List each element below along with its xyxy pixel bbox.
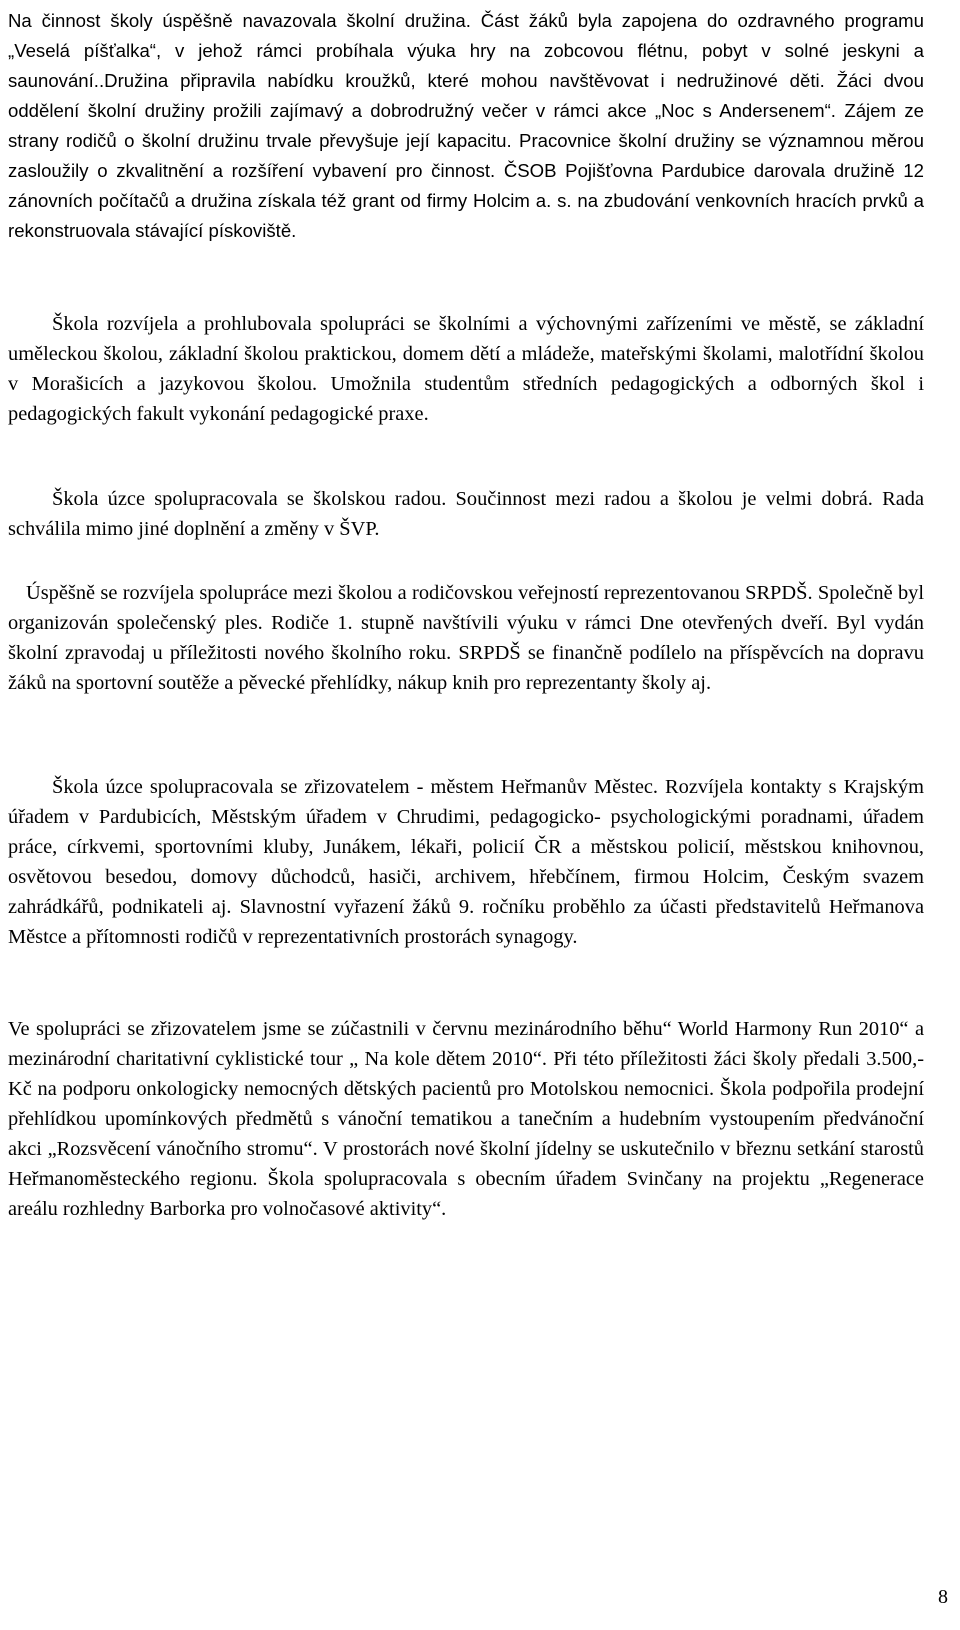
paragraph-charity-events: Ve spolupráci se zřizovatelem jsme se zúčastnili v červnu mezinárodního běhu“ World Harmony Run 2010“ a mezinárodní charitativní cyklistické tour „ Na kole dětem 2010“. Při této příležitosti žáci školy předali 3.500,- Kč na podporu onkologicky nemocných dětských pacientů pro Motolskou nemocnici. Škola podpořila prodejní přehlídkou upomínkových předmětů s vánoční tematikou a tanečním a hudebním vystoupením předvánoční akci „Rozsvěcení vánočního stromu“. V prostorách nové školní jídelny se uskutečnilo v březnu setkání starostů Heřmanoměsteckého regionu. Škola spolupracovala s obecním úřadem Svinčany na projektu „Regenerace areálu rozhledny Barborka pro volnočasové aktivity“. xyxy=(8,1018,924,1220)
page-number: 8 xyxy=(938,1586,948,1608)
paragraph-school-council: Škola úzce spolupracovala se školskou radou. Součinnost mezi radou a školou je velmi dobrá. Rada schválila mimo jiné doplnění a změny v ŠVP. xyxy=(8,488,924,540)
paragraph-school-club: Na činnost školy úspěšně navazovala školní družina. Část žáků byla zapojena do ozdravného programu „Veselá píšťalka“, v jehož rámci probíhala výuka hry na zobcovou flétnu, pobyt v solné jeskyni a saunování..Družina připravila nabídku kroužků, které mohou navštěvovat i nedružinové děti. Žáci dvou oddělení školní družiny prožili zajímavý a dobrodružný večer v rámci akce „Noc s Andersenem“. Zájem ze strany rodičů o školní družinu trvale převyšuje její kapacitu. Pracovnice školní družiny se významnou měrou zasloužily o zkvalitnění a rozšíření vybavení pro činnost. ČSOB Pojišťovna Pardubice darovala družině 12 zánovních počítačů a družina získala též grant od firmy Holcim a. s. na zbudování venkovních hracích prvků a rekonstruovala stávající pískoviště. xyxy=(8,10,924,241)
paragraph-founder-contacts: Škola úzce spolupracovala se zřizovatelem - městem Heřmanův Městec. Rozvíjela kontakty s Krajským úřadem v Pardubicích, Městským úřadem v Chrudimi, pedagogicko- psychologickými poradnami, úřadem práce, církvemi, sportovními kluby, Junákem, lékaři, policií ČR a městskou policií, městskou knihovnou, osvětovou besedou, domovy důchodců, hasiči, archivem, hřebčínem, firmou Holcim, Českým svazem zahrádkářů, podnikateli aj. Slavnostní vyřazení žáků 9. ročníku proběhlo za účasti představitelů Heřmanova Městce a přítomnosti rodičů v reprezentativních prostorách synagogy. xyxy=(8,776,924,948)
paragraph-parents-srpds: Úspěšně se rozvíjela spolupráce mezi školou a rodičovskou veřejností reprezentovanou SRPDŠ. Společně byl organizován společenský ples. Rodiče 1. stupně navštívili výuku v rámci Dne otevřených dveří. Byl vydán školní zpravodaj u příležitosti nového školního roku. SRPDŠ se finančně podílelo na příspěvcích na dopravu žáků na sportovní soutěže a pěvecké přehlídky, nákup knih pro reprezentanty školy aj. xyxy=(8,582,924,694)
paragraph-cooperation-schools: Škola rozvíjela a prohlubovala spolupráci se školními a výchovnými zařízeními ve městě, se základní uměleckou školou, základní školou praktickou, domem dětí a mládeže, mateřskými školami, malotřídní školou v Morašicích a jazykovou školou. Umožnila studentům středních pedagogických a odborných škol i pedagogických fakult vykonání pedagogické praxe. xyxy=(8,313,924,425)
